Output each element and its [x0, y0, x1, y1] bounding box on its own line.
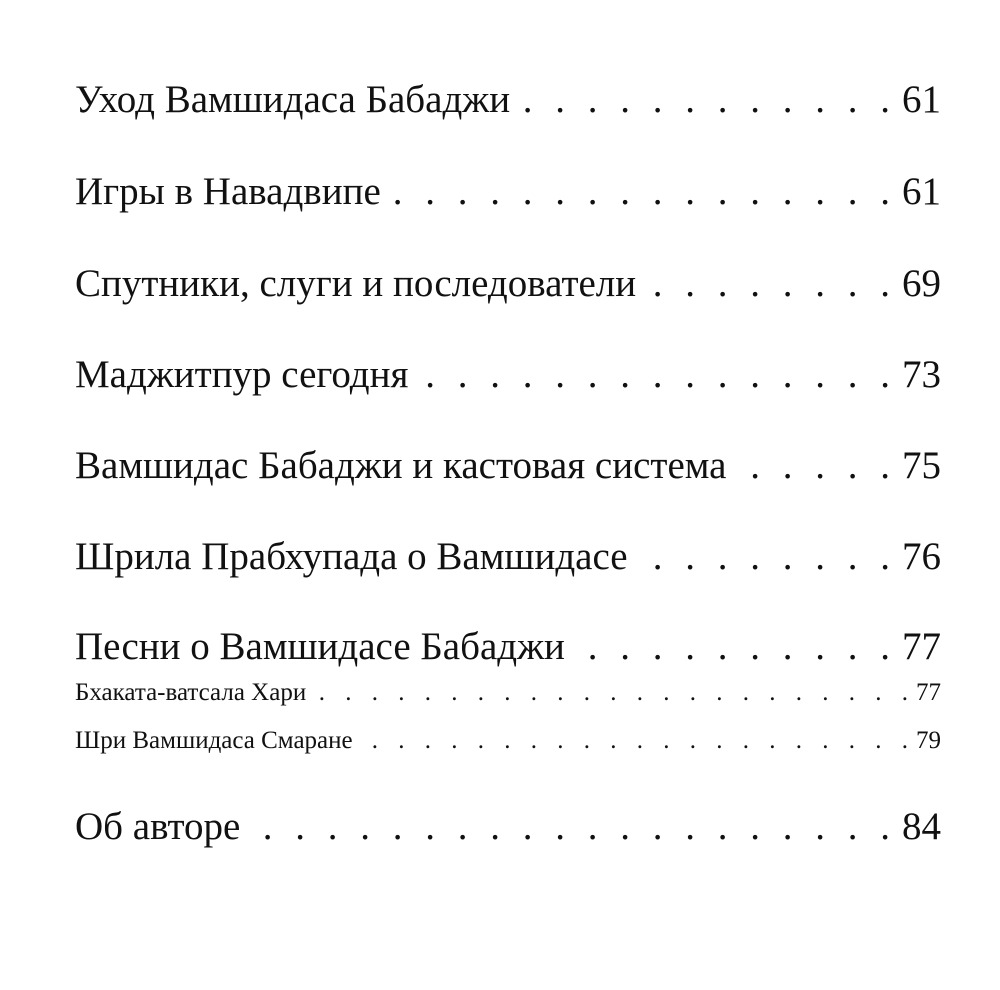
- dot-leader: [408, 350, 890, 400]
- toc-entry-title: Игры в Навадвипе: [75, 170, 381, 213]
- toc-entry-title: Уход Вамшидаса Бабаджи: [75, 78, 511, 121]
- toc-entry-title: Песни о Вамшидасе Бабаджи: [75, 625, 565, 668]
- dot-leader: [726, 441, 890, 491]
- dot-leader: [306, 677, 908, 709]
- toc-entry: [75, 75, 941, 125]
- toc-subentry-page: 79: [916, 727, 941, 754]
- toc-entry-page: 61: [902, 170, 941, 213]
- toc-entry-page: 84: [902, 805, 941, 848]
- dot-leader: [510, 75, 890, 125]
- toc-subentry: [75, 725, 941, 757]
- toc-entry-page: 61: [902, 78, 941, 121]
- toc-entry-title: Шрила Прабхупада о Вамшидасе: [75, 535, 628, 578]
- toc-entry: [75, 441, 941, 491]
- dot-leader: [240, 802, 890, 852]
- toc-entry-title: Спутники, слуги и последователи: [75, 262, 637, 305]
- toc-entry-title: Маджитпур сегодня: [75, 353, 409, 396]
- toc-subentry-title: Шри Вамшидаса Смаране: [75, 727, 353, 754]
- dot-leader: [636, 259, 890, 309]
- toc-entry-page: 77: [902, 625, 941, 668]
- toc-entry-page: 69: [902, 262, 941, 305]
- toc-entry: [75, 802, 941, 852]
- toc-entry-title: Об авторе: [75, 805, 241, 848]
- dot-leader: [628, 532, 890, 582]
- dot-leader: [381, 167, 890, 217]
- toc-entry: [75, 167, 941, 217]
- toc-entry-page: 76: [902, 535, 941, 578]
- toc-entry: [75, 350, 941, 400]
- dot-leader: [565, 622, 890, 672]
- toc-entry: [75, 622, 941, 672]
- toc-subentry-page: 77: [916, 679, 941, 706]
- dot-leader: [353, 725, 908, 757]
- toc-subentry: [75, 677, 941, 709]
- toc-entry: [75, 532, 941, 582]
- toc-entry-page: 75: [902, 444, 941, 487]
- toc-entry-page: 73: [902, 353, 941, 396]
- toc-entry-title: Вамшидас Бабаджи и кастовая система: [75, 444, 727, 487]
- toc-subentry-title: Бхаката-ватсала Хари: [75, 679, 307, 706]
- toc-entry: [75, 259, 941, 309]
